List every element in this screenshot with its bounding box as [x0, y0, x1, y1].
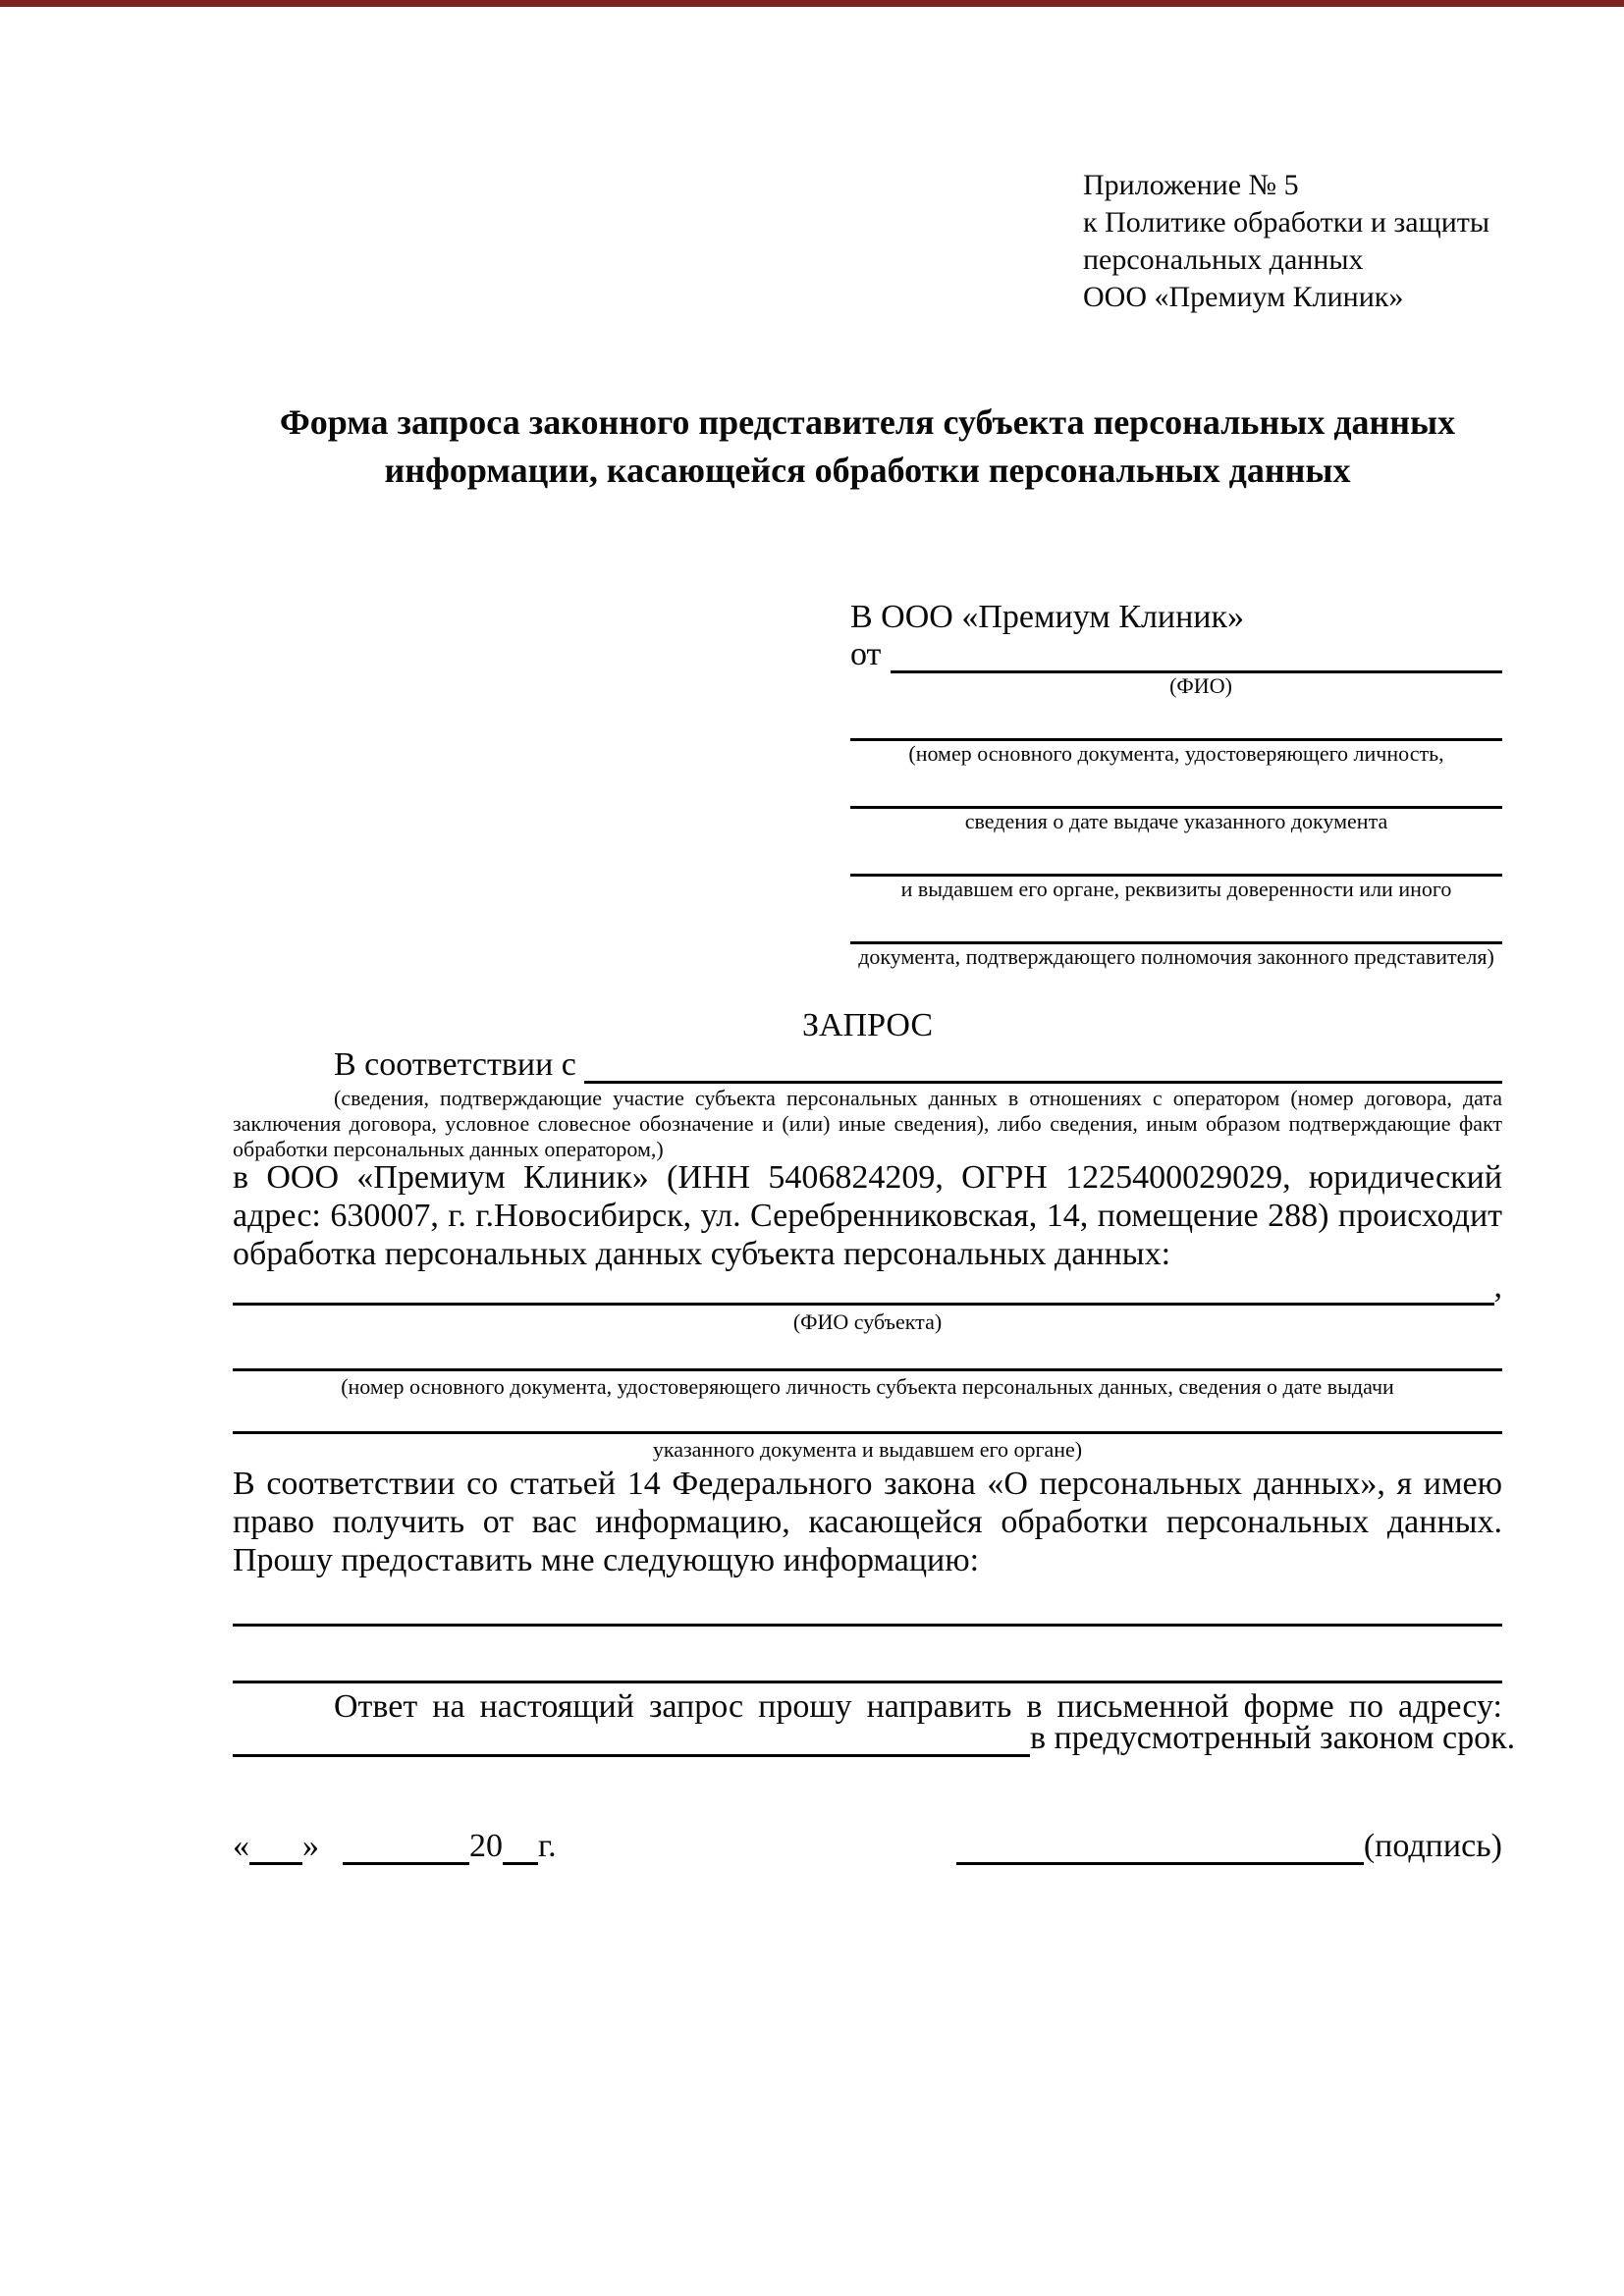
- appendix-line-4: ООО «Премиум Клиник»: [1083, 281, 1404, 313]
- accordance-blank-field: [584, 1081, 1502, 1084]
- from-label: от: [850, 636, 882, 672]
- date-day-blank-field: [249, 1833, 302, 1865]
- subject-fio-caption: (ФИО субъекта): [792, 1309, 943, 1334]
- appendix-line-1: Приложение № 5: [1083, 169, 1299, 201]
- accordance-label: В соответствии с: [334, 1046, 576, 1083]
- date-quote-close: »: [302, 1828, 319, 1864]
- addressee-organization: В ООО «Премиум Клиник»: [850, 599, 1245, 635]
- subject-document-caption-1: (номер основного документа, удостоверяющего личность субъекта персональных данных, сведения о дате выдачи: [341, 1374, 1394, 1399]
- signature-blank-field: [956, 1833, 1364, 1865]
- operator-paragraph: в ООО «Премиум Клиник» (ИНН 5406824209, ОГРН 1225400029029, юридический адрес: 630007, г. г.Новосибирск, ул. Серебренниковская, 14, помещение 288) происходит обработка персональных данных субъекта персональных данных:: [233, 1159, 1502, 1272]
- from-row: [850, 636, 1502, 673]
- date-quote-open: «: [233, 1828, 249, 1864]
- scan-edge-artifact: [0, 0, 1624, 7]
- subject-document-blank-field-2: [233, 1404, 1502, 1434]
- subject-fio-blank-field: [233, 1303, 1494, 1306]
- trailing-comma: ,: [1493, 1268, 1502, 1305]
- subject-document-blank-field: [233, 1341, 1502, 1371]
- accordance-note: (сведения, подтверждающие участие субъекта персональных данных в отношениях с оператором (номер договора, дата заключения договора, условное словесное обозначение и (или) иные сведения), либо сведения, иным образом подтверждающие факт обработки персональных данных оператором,): [233, 1086, 1502, 1161]
- accordance-row: [233, 1046, 1502, 1084]
- appendix-line-3: персональных данных: [1083, 243, 1364, 276]
- authority-document-blank-field: [850, 902, 1502, 944]
- document-number-caption: (номер основного документа, удостоверяющего личность,: [908, 741, 1444, 766]
- issue-date-caption: сведения о дате выдаче указанного документа: [964, 809, 1388, 833]
- requested-information-blank-field-2: [233, 1639, 1502, 1683]
- subject-fio-row: [233, 1268, 1502, 1306]
- request-heading: ЗАПРОС: [801, 1007, 934, 1043]
- appendix-block: [1083, 167, 1505, 316]
- document-number-blank-field: [850, 699, 1502, 741]
- signature-caption: (подпись): [1363, 1828, 1502, 1864]
- appendix-line-2: к Политике обработки и защиты: [1083, 206, 1490, 239]
- issuing-authority-blank-field: [850, 834, 1502, 877]
- reply-address-row: [233, 1720, 1516, 1757]
- reply-request-line: Ответ на настоящий запрос прошу направить в письменной форме по адресу:: [334, 1688, 1502, 1725]
- reply-deadline: в предусмотренный законом срок.: [1030, 1720, 1516, 1756]
- document-title: Форма запроса законного представителя субъекта персональных данных информации, касающейся обработки персональных данных: [279, 402, 1456, 490]
- date-year-prefix: 20: [469, 1828, 503, 1864]
- signature-field: [956, 1828, 1502, 1865]
- date-month-blank-field: [343, 1833, 469, 1865]
- addressee-block: [850, 599, 1502, 970]
- fio-caption: (ФИО): [1169, 673, 1232, 698]
- signature-row: [233, 1826, 1502, 1865]
- subject-document-caption-2: указанного документа и выдавшем его органе): [652, 1437, 1083, 1462]
- authority-document-caption: документа, подтверждающего полномочия законного представителя): [858, 944, 1494, 969]
- issuing-authority-caption: и выдавшем его органе, реквизиты доверенности или иного: [900, 877, 1452, 901]
- date-year-suffix: г.: [538, 1828, 557, 1864]
- date-year-blank-field: [503, 1833, 538, 1865]
- rights-paragraph: В соответствии со статьей 14 Федерального закона «О персональных данных», я имею право получить от вас информацию, касающейся обработки персональных данных. Прошу предоставить мне следующую информацию:: [233, 1466, 1502, 1578]
- issue-date-blank-field: [850, 767, 1502, 809]
- reply-address-blank-field: [233, 1754, 1030, 1757]
- date-field: [233, 1828, 557, 1865]
- requested-information-blank-field-1: [233, 1582, 1502, 1627]
